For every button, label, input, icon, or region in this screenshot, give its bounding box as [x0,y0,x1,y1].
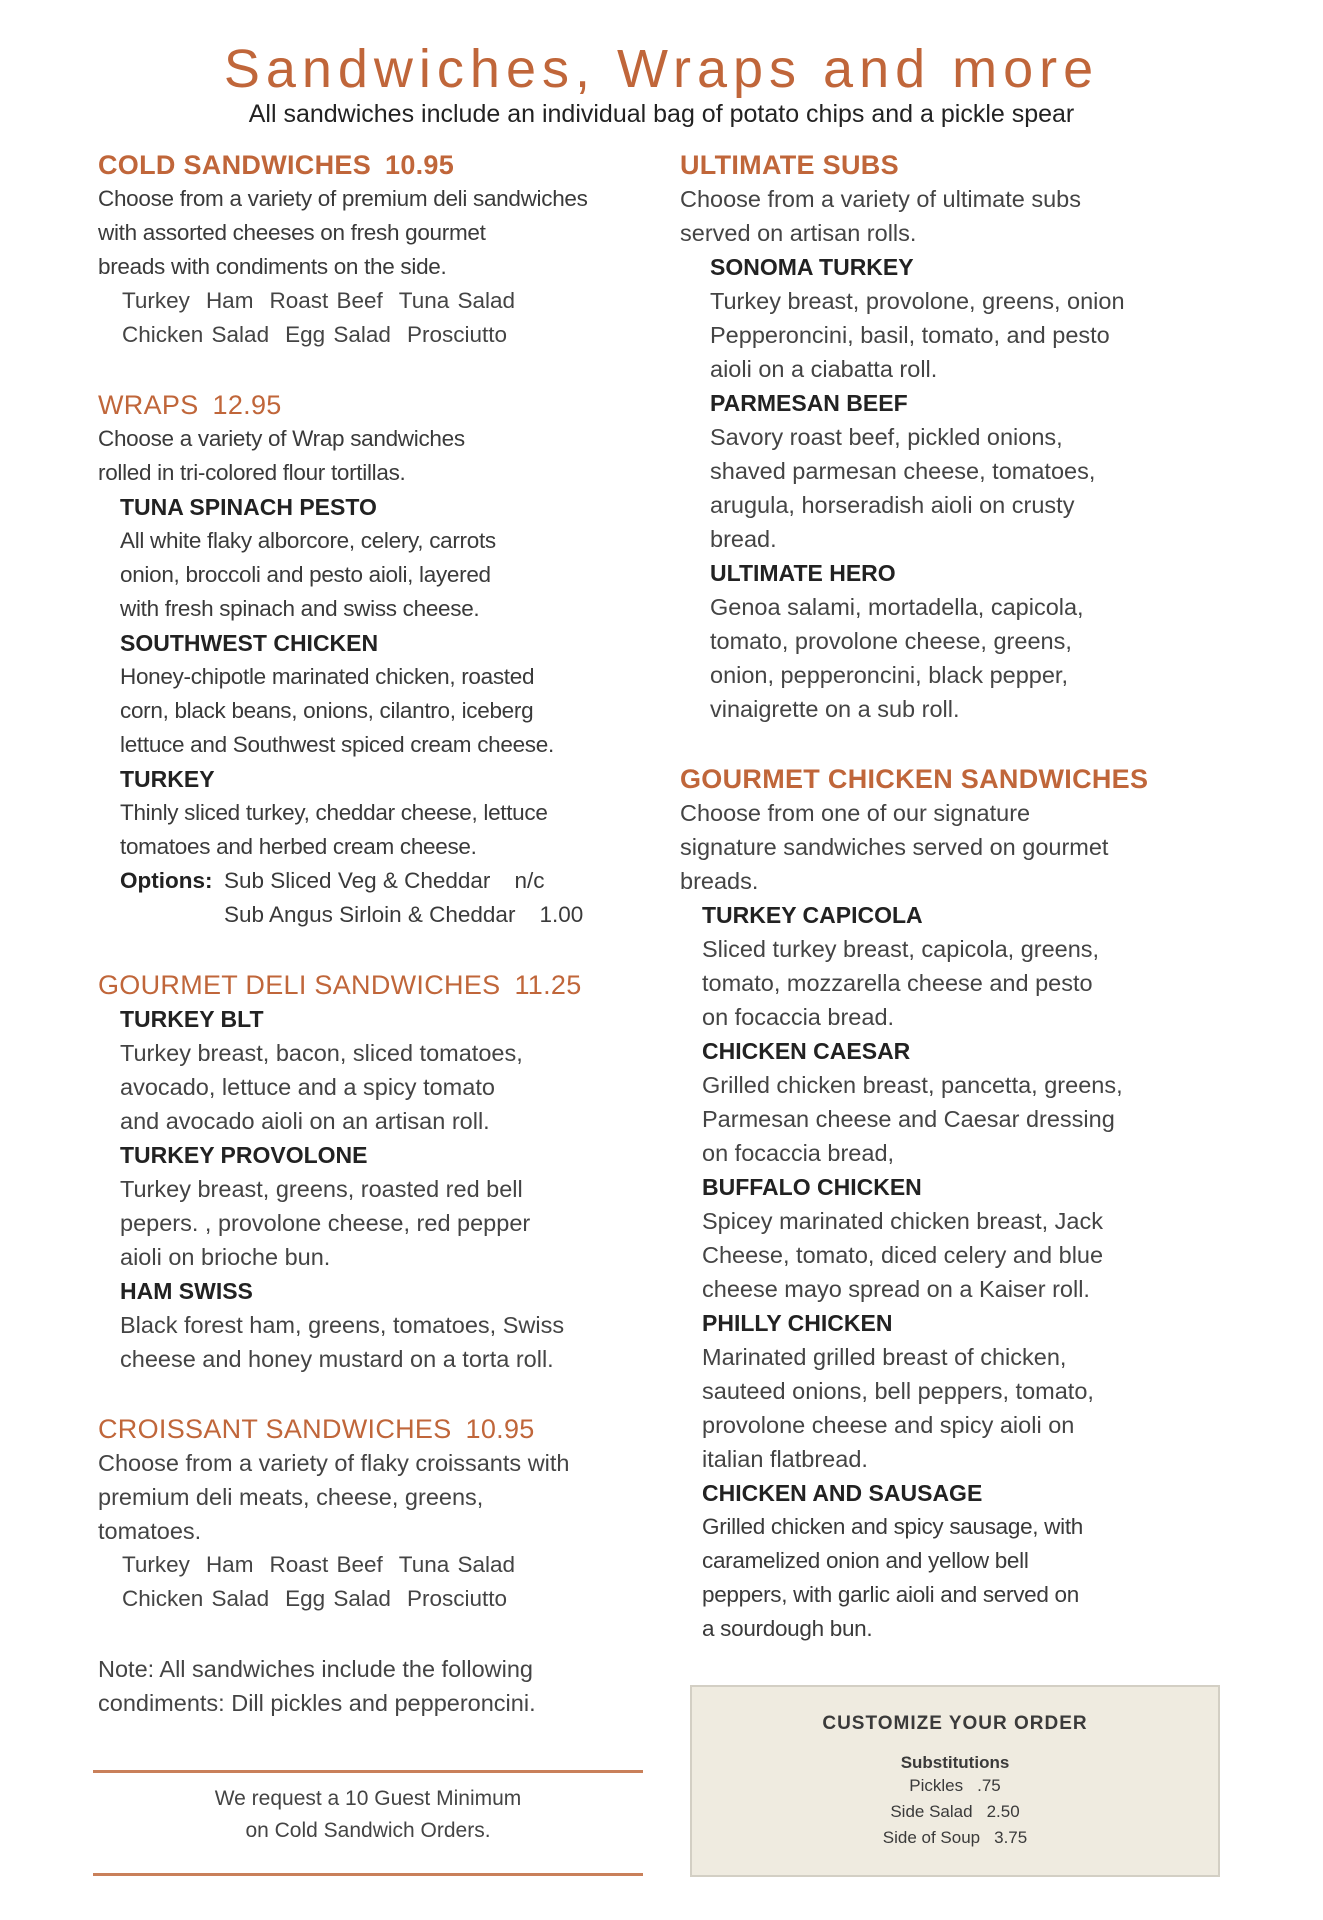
menu-item-desc: cheese mayo spread on a Kaiser roll. [702,1276,1090,1302]
menu-item-desc: Honey-chipotle marinated chicken, roasted [120,664,535,689]
menu-item-desc: provolone cheese and spicy aioli on [702,1412,1075,1438]
menu-item-desc: avocado, lettuce and a spicy tomato [120,1074,495,1100]
customize-title: CUSTOMIZE YOUR ORDER [822,1713,1088,1734]
note-block [98,1652,658,1720]
choice-row [98,284,658,318]
section-desc-line: signature sandwiches served on gourmet [680,834,1109,860]
section-desc-line: Choose from a variety of flaky croissants with [98,1450,570,1476]
menu-item-name: PARMESAN BEEF [710,390,908,416]
section-desc-line: breads with condiments on the side. [98,254,447,279]
page-title: Sandwiches, Wraps and more [223,39,1100,99]
choice-row [98,318,658,352]
option-text: Sub Angus Sirloin & Cheddar [224,902,516,927]
choice-item: Tuna Salad [398,288,516,313]
divider [93,1873,643,1876]
menu-item-desc: onion, pepperoncini, black pepper, [710,662,1068,688]
menu-item-name: CHICKEN AND SAUSAGE [702,1480,983,1506]
section-heading: GOURMET DELI SANDWICHES 11.25 [98,970,582,1000]
options-label: Options: [120,868,213,893]
section-desc-line: tomatoes. [98,1518,202,1544]
menu-item-name: TURKEY [120,766,215,792]
option-row [224,898,658,932]
section-heading: COLD SANDWICHES 10.95 [98,150,455,180]
menu-item-desc: Turkey breast, provolone, greens, onion [710,288,1125,314]
wraps-section [98,388,658,932]
menu-item-desc: and avocado aioli on an artisan roll. [120,1108,490,1134]
section-heading: CROISSANT SANDWICHES 10.95 [98,1414,535,1444]
menu-item-desc: Thinly sliced turkey, cheddar cheese, lettuce [120,800,548,825]
menu-item-desc: on focaccia bread, [702,1140,895,1166]
section-desc-line: Choose from a variety of premium deli sandwiches [98,186,588,211]
menu-item-desc: corn, black beans, onions, cilantro, iceberg [120,698,534,723]
section-desc-line: served on artisan rolls. [680,220,917,246]
menu-item-name: SOUTHWEST CHICKEN [120,630,379,656]
menu-item-desc: Turkey breast, greens, roasted red bell [120,1176,523,1202]
menu-item-desc: All white flaky alborcore, celery, carrots [120,528,496,553]
menu-item-desc: tomatoes and herbed cream cheese. [120,834,477,859]
ultimate-subs-section [680,148,1250,726]
section-desc-line: Choose a variety of Wrap sandwiches [98,426,465,451]
menu-item-name: BUFFALO CHICKEN [702,1174,922,1200]
choice-item: Roast Beef [269,288,383,313]
menu-item-desc: lettuce and Southwest spiced cream cheese. [120,732,554,757]
choice-item: Egg Salad [285,322,391,347]
substitution-price: .75 [977,1776,1001,1795]
menu-item-name: TURKEY PROVOLONE [120,1142,368,1168]
section-desc-line: with assorted cheeses on fresh gourmet [98,220,486,245]
substitution-row [692,1825,1218,1851]
menu-item-desc: vinaigrette on a sub roll. [710,696,960,722]
guest-minimum-note [93,1783,643,1847]
choice-item: Egg Salad [285,1586,391,1611]
menu-item-desc: italian flatbread. [702,1446,868,1472]
choice-item: Chicken Salad [122,322,270,347]
menu-item-name: HAM SWISS [120,1278,253,1304]
choice-item: Turkey [122,1552,190,1577]
menu-item-name: TUNA SPINACH PESTO [120,494,377,520]
note-line: Note: All sandwiches include the following [98,1656,534,1682]
section-heading: WRAPS 12.95 [98,390,282,420]
choice-item: Prosciutto [406,1586,507,1611]
page-subtitle: All sandwiches include an individual bag of potato chips and a pickle spear [248,100,1075,128]
menu-item-desc: Grilled chicken breast, pancetta, greens, [702,1072,1123,1098]
substitution-price: 3.75 [994,1828,1028,1847]
section-price: 11.25 [514,970,582,1000]
menu-item-desc: shaved parmesan cheese, tomatoes, [710,458,1096,484]
wrap-options [120,864,658,932]
menu-item-desc: aioli on brioche bun. [120,1244,331,1270]
menu-item-desc: peppers, with garlic aioli and served on [702,1582,1079,1607]
substitution-item: Side of Soup [882,1828,981,1847]
section-heading: ULTIMATE SUBS [680,150,899,180]
menu-item-desc: Spicey marinated chicken breast, Jack [702,1208,1103,1234]
menu-item-desc: Sliced turkey breast, capicola, greens, [702,936,1100,962]
cold-sandwiches-section [98,148,658,352]
choice-item: Tuna Salad [398,1552,516,1577]
croissant-section [98,1412,658,1616]
menu-item-desc: bread. [710,526,777,552]
menu-item-name: TURKEY BLT [120,1006,264,1032]
menu-item-desc: tomato, provolone cheese, greens, [710,628,1072,654]
menu-item-name: TURKEY CAPICOLA [702,902,923,928]
menu-item-desc: Black forest ham, greens, tomatoes, Swiss [120,1312,565,1338]
menu-item-desc: Grilled chicken and spicy sausage, with [702,1514,1083,1539]
section-desc-line: premium deli meats, cheese, greens, [98,1484,484,1510]
substitution-item: Pickles [909,1776,964,1795]
choice-item: Chicken Salad [122,1586,270,1611]
menu-item-desc: with fresh spinach and swiss cheese. [120,596,480,621]
gourmet-chicken-section [680,762,1250,1646]
menu-item-name: CHICKEN CAESAR [702,1038,911,1064]
menu-item-desc: sauteed onions, bell peppers, tomato, [702,1378,1094,1404]
menu-item-desc: Pepperoncini, basil, tomato, and pesto [710,322,1110,348]
option-price: n/c [514,868,545,893]
menu-item-desc: Cheese, tomato, diced celery and blue [702,1242,1104,1268]
choice-item: Ham [205,1552,254,1577]
menu-item-desc: pepers. , provolone cheese, red pepper [120,1210,531,1236]
menu-item-name: PHILLY CHICKEN [702,1310,893,1336]
menu-item-name: ULTIMATE HERO [710,560,896,586]
section-desc-line: Choose from a variety of ultimate subs [680,186,1081,212]
section-desc-line: Choose from one of our signature [680,800,1031,826]
choice-item: Turkey [122,288,190,313]
section-price: 10.95 [465,1414,535,1444]
substitution-row [692,1773,1218,1799]
menu-item-desc: Turkey breast, bacon, sliced tomatoes, [120,1040,523,1066]
section-desc-line: rolled in tri-colored flour tortillas. [98,460,406,485]
menu-item-desc: aioli on a ciabatta roll. [710,356,938,382]
choice-item: Ham [205,288,254,313]
menu-item-desc: Savory roast beef, pickled onions, [710,424,1063,450]
menu-item-desc: cheese and honey mustard on a torta roll. [120,1346,554,1372]
guest-minimum-line: on Cold Sandwich Orders. [245,1819,491,1842]
menu-item-desc: Marinated grilled breast of chicken, [702,1344,1067,1370]
option-row [224,864,658,898]
menu-item-desc: Genoa salami, mortadella, capicola, [710,594,1084,620]
menu-item-desc: onion, broccoli and pesto aioli, layered [120,562,491,587]
menu-item-desc: tomato, mozzarella cheese and pesto [702,970,1093,996]
section-desc-line: breads. [680,868,759,894]
option-text: Sub Sliced Veg & Cheddar [224,868,491,893]
section-price: 10.95 [385,150,455,180]
menu-item-desc: a sourdough bun. [702,1616,873,1641]
left-column [98,148,658,1720]
section-heading: GOURMET CHICKEN SANDWICHES [680,764,1149,794]
choice-item: Roast Beef [269,1552,383,1577]
option-price: 1.00 [539,902,584,927]
choice-item: Prosciutto [406,322,507,347]
gourmet-deli-section [98,968,658,1376]
guest-minimum-line: We request a 10 Guest Minimum [214,1787,522,1810]
menu-item-desc: Parmesan cheese and Caesar dressing [702,1106,1115,1132]
menu-item-desc: on focaccia bread. [702,1004,895,1030]
note-line: condiments: Dill pickles and pepperoncini. [98,1690,536,1716]
section-price: 12.95 [212,390,282,420]
menu-item-desc: arugula, horseradish aioli on crusty [710,492,1075,518]
customize-order-box [690,1685,1220,1877]
substitution-price: 2.50 [986,1802,1020,1821]
choice-row [98,1582,658,1616]
menu-item-desc: caramelized onion and yellow bell [702,1548,1029,1573]
substitution-row [692,1799,1218,1825]
choice-row [98,1548,658,1582]
right-column [680,148,1250,1646]
substitutions-heading: Substitutions [900,1753,1010,1772]
divider [93,1770,643,1773]
menu-item-name: SONOMA TURKEY [710,254,914,280]
substitution-item: Side Salad [890,1802,973,1821]
